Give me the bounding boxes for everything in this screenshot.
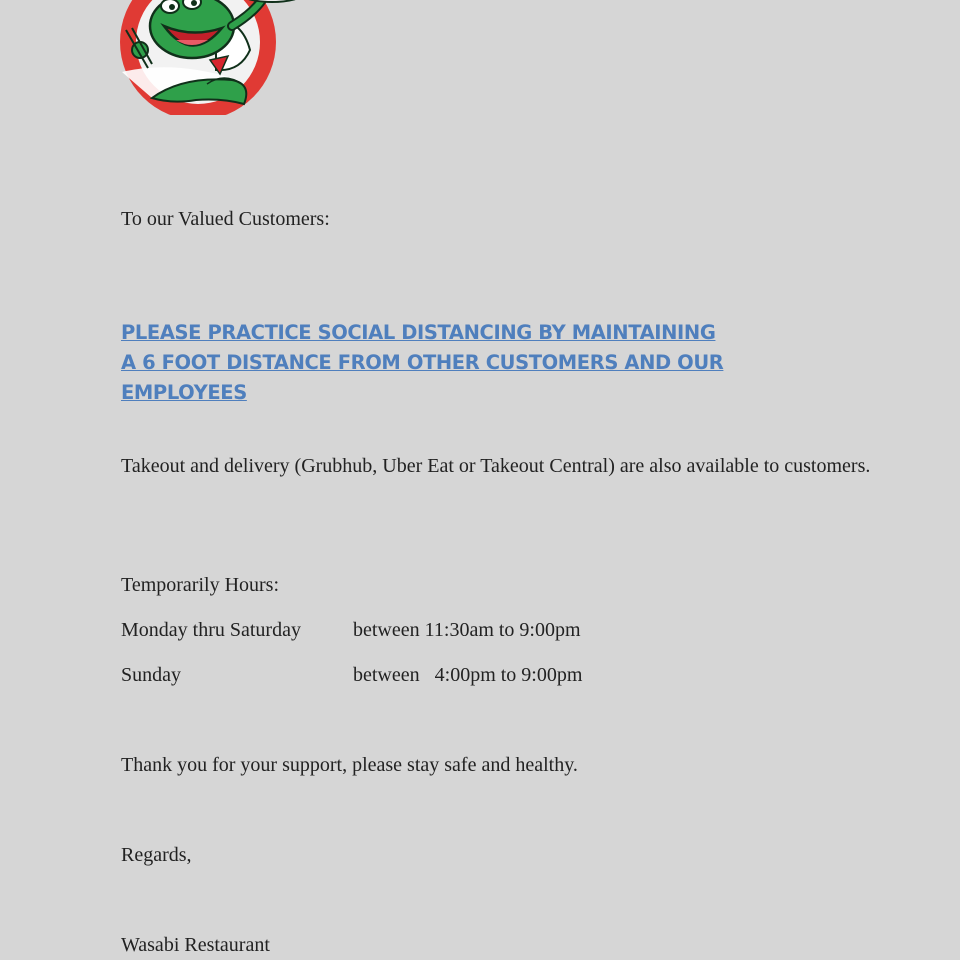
frog-chef-logo-icon bbox=[112, 0, 308, 115]
signature: Wasabi Restaurant bbox=[121, 934, 270, 956]
hours-day: Monday thru Saturday bbox=[121, 619, 301, 641]
takeout-delivery-note: Takeout and delivery (Grubhub, Uber Eat or Takeout Central) are also available to customers. bbox=[121, 455, 871, 477]
hours-day: Sunday bbox=[121, 664, 181, 686]
greeting: To our Valued Customers: bbox=[121, 208, 330, 230]
social-distancing-notice bbox=[121, 318, 723, 408]
regards: Regards, bbox=[121, 844, 192, 866]
notice-line: EMPLOYEES bbox=[121, 381, 247, 404]
thank-you-note: Thank you for your support, please stay safe and healthy. bbox=[121, 754, 578, 776]
hours-title: Temporarily Hours: bbox=[121, 574, 280, 596]
hours-time: between 11:30am to 9:00pm bbox=[353, 619, 581, 641]
hours-time: between 4:00pm to 9:00pm bbox=[353, 664, 583, 686]
notice-line: PLEASE PRACTICE SOCIAL DISTANCING BY MAINTAINING bbox=[121, 321, 716, 344]
notice-line: A 6 FOOT DISTANCE FROM OTHER CUSTOMERS AND OUR bbox=[121, 351, 724, 374]
